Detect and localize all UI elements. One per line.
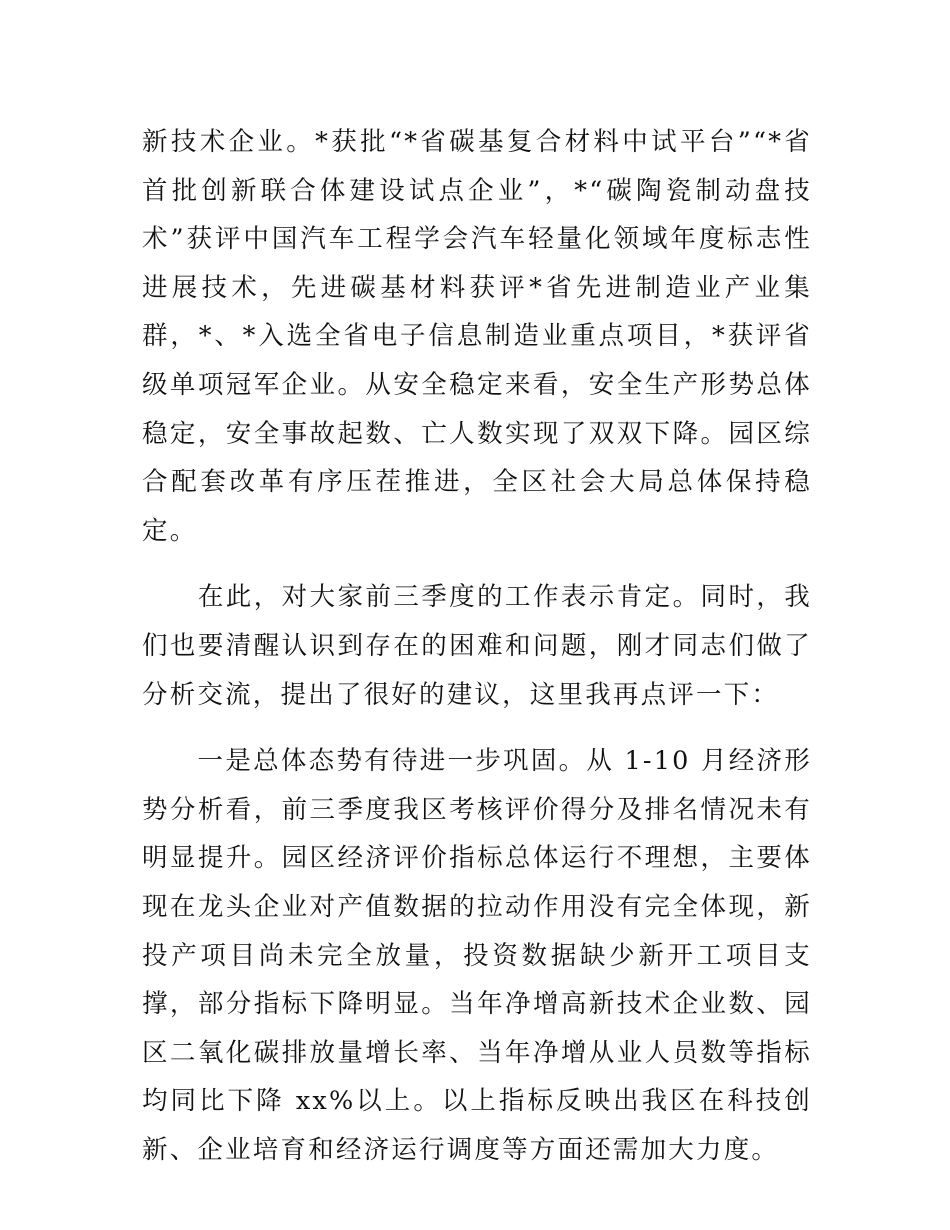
- paragraph-acknowledgement: 在此，对大家前三季度的工作表示肯定。同时，我们也要清醒认识到存在的困难和问题，刚才同志们做了分析交流，提出了很好的建议，这里我再点评一下：: [142, 582, 812, 710]
- paragraph-achievements: 新技术企业。*获批“*省碳基复合材料中试平台”“*省首批创新联合体建设试点企业”，*“碳陶瓷制动盘技术”获评中国汽车工程学会汽车轻量化领域年度标志性进展技术，先进碳基材料获评*省先进制造业产业集群，*、*入选全省电子信息制造业重点项目，*获评省级单项冠军企业。从安全稳定来看，安全生产形势总体稳定，安全事故起数、亡人数实现了双双下降。园区综合配套改革有序压茬推进，全区社会大局总体保持稳定。: [142, 127, 812, 546]
- document-body: [142, 118, 812, 1174]
- paragraph-problem-one: 一是总体态势有待进一步巩固。从 1-10 月经济形势分析看，前三季度我区考核评价得分及排名情况未有明显提升。园区经济评价指标总体运行不理想，主要体现在龙头企业对产值数据的拉动作用没有完全体现，新投产项目尚未完全放量，投资数据缺少新开工项目支撑，部分指标下降明显。当年净增高新技术企业数、园区二氧化碳排放量增长率、当年净增从业人员数等指标均同比下降 xx%以上。以上指标反映出我区在科技创新、企业培育和经济运行调度等方面还需加大力度。: [142, 746, 812, 1165]
